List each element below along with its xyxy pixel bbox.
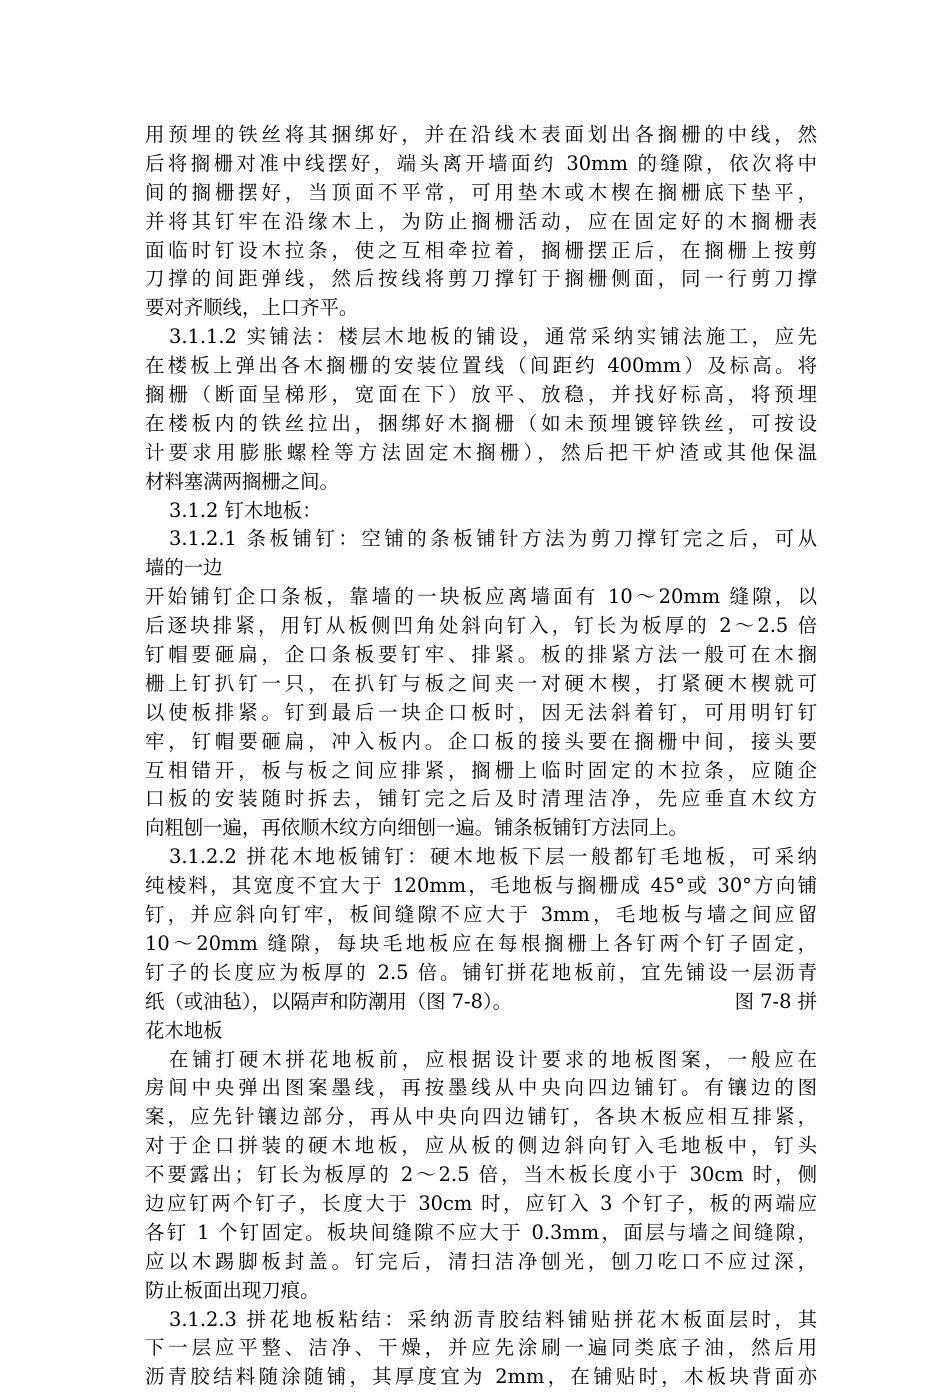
figure-caption-continued: 花木地板	[145, 1018, 223, 1042]
text-line: 口板的安装随时拆去，铺钉完之后及时清理洁净，先应垂直木纹方	[145, 787, 817, 811]
text-line: 在楼板内的铁丝拉出，捆绑好木搁栅（如未预埋镀锌铁丝，可按设	[145, 411, 817, 435]
text-line: 后逐块排紧，用钉从板侧凹角处斜向钉入，钉长为板厚的 2～2.5 倍	[145, 614, 817, 638]
text-line: 防止板面出现刀痕。	[145, 1278, 320, 1302]
text-line: 间的搁栅摆好，当顶面不平常，可用垫木或木楔在搁栅底下垫平，	[145, 180, 817, 204]
text-line: 开始铺钉企口条板，靠墙的一块板应离墙面有 10～20mm 缝隙，以	[145, 585, 817, 609]
text-line: 计要求用膨胀螺栓等方法固定木搁栅），然后把干炉渣或其他保温	[145, 440, 817, 464]
section-heading-3-1-2: 3.1.2 钉木地板：	[169, 498, 322, 522]
text-line: 用预埋的铁丝将其捆绑好，并在沿线木表面划出各搁栅的中线，然	[145, 123, 817, 146]
text-line: 钉帽要砸扁，企口条板要钉牢、排紧。板的排紧方法一般可在木搁	[145, 643, 817, 667]
text-line: 对于企口拼装的硬木地板，应从板的侧边斜向钉入毛地板中，钉头	[145, 1134, 817, 1158]
section-heading-3-1-2-1: 3.1.2.1 条板铺钉：空铺的条板铺针方法为剪刀撑钉完之后，可从	[169, 527, 817, 551]
text-line: 向粗刨一遍，再依顺木纹方向细刨一遍。铺条板铺钉方法同上。	[145, 816, 688, 840]
text-line: 10～20mm 缝隙，每块毛地板应在每根搁栅上各钉两个钉子固定，	[145, 931, 817, 955]
text-line: 在楼板上弹出各木搁栅的安装位置线（间距约 400mm）及标高。将	[145, 354, 817, 378]
figure-caption-7-8: 图 7-8 拼	[734, 989, 817, 1013]
text-line: 墙的一边	[145, 556, 223, 580]
text-line: 房间中央弹出图案墨线，再按墨线从中央向四边铺钉。有镶边的图	[145, 1076, 817, 1100]
text-line: 钉，并应斜向钉牢，板间缝隙不应大于 3mm，毛地板与墙之间应留	[145, 903, 817, 927]
text-line: 面临时钉设木拉条，使之互相牵拉着，搁栅摆正后，在搁栅上按剪	[145, 238, 817, 262]
text-line: 案，应先针镶边部分，再从中央向四边铺钉，各块木板应相互排紧，	[145, 1105, 817, 1129]
text-line: 并将其钉牢在沿缘木上，为防止搁栅活动，应在固定好的木搁栅表	[145, 209, 817, 233]
section-heading-3-1-1-2: 3.1.1.2 实铺法：楼层木地板的铺设，通常采纳实铺法施工，应先	[169, 325, 817, 349]
text-line: 边应钉两个钉子，长度大于 30cm 时，应钉入 3 个钉子，板的两端应	[145, 1191, 817, 1215]
text-line: 搁栅（断面呈梯形，宽面在下）放平、放稳，并找好标高，将预埋	[145, 383, 817, 407]
section-heading-3-1-2-2: 3.1.2.2 拼花木地板铺钉：硬木地板下层一般都钉毛地板，可采纳	[169, 845, 817, 869]
text-line: 沥青胶结料随涂随铺，其厚度宜为 2mm，在铺贴时，木板块背面亦	[145, 1365, 817, 1389]
text-line: 互相错开，板与板之间应排紧，搁栅上临时固定的木拉条，应随企	[145, 758, 817, 782]
text-line: 栅上钉扒钉一只，在扒钉与板之间夹一对硬木楔，打紧硬木楔就可	[145, 671, 817, 695]
text-line: 在铺打硬木拼花地板前，应根据设计要求的地板图案，一般应在	[169, 1047, 817, 1071]
text-segment: 纸（或油毡），以隔声和防潮用（图 7-8）。	[145, 989, 513, 1013]
section-heading-3-1-2-3: 3.1.2.3 拼花地板粘结：采纳沥青胶结料铺贴拼花木板面层时，其	[169, 1307, 817, 1331]
text-line: 钉子的长度应为板厚的 2.5 倍。铺钉拼花地板前，宜先铺设一层沥青	[145, 960, 817, 984]
text-line: 各钉 1 个钉固定。板块间缝隙不应大于 0.3mm，面层与墙之间缝隙，	[145, 1220, 817, 1244]
text-line: 后将搁栅对准中线摆好，端头离开墙面约 30mm 的缝隙，依次将中	[145, 151, 817, 175]
text-line-with-figure-ref	[145, 988, 817, 1017]
document-body	[145, 121, 817, 1392]
text-line: 应以木踢脚板封盖。钉完后，清扫洁净刨光，刨刀吃口不应过深，	[145, 1249, 817, 1273]
text-line: 下一层应平整、洁净、干燥，并应先涂刷一遍同类底子油，然后用	[145, 1336, 817, 1360]
text-line: 不要露出；钉长为板厚的 2～2.5 倍，当木板长度小于 30cm 时，侧	[145, 1163, 817, 1187]
text-line: 以使板排紧。钉到最后一块企口板时，因无法斜着钉，可用明钉钉	[145, 700, 817, 724]
text-line: 材料塞满两搁栅之间。	[145, 469, 339, 493]
text-line: 刀撑的间距弹线，然后按线将剪刀撑钉于搁栅侧面，同一行剪刀撑	[145, 267, 817, 291]
text-line: 纯棱料，其宽度不宜大于 120mm，毛地板与搁栅成 45°或 30°方向铺	[145, 874, 817, 898]
text-line: 牢，钉帽要砸扁，冲入板内。企口板的接头要在搁栅中间，接头要	[145, 729, 817, 753]
text-line: 要对齐顺线，上口齐平。	[145, 296, 359, 320]
